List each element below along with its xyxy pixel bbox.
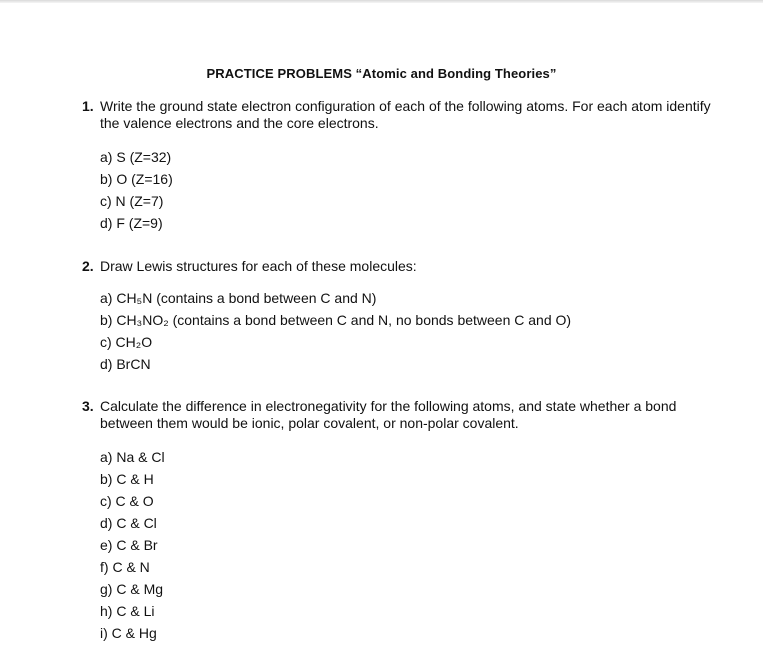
problem-number: 3. — [82, 398, 94, 414]
list-item: f) C & N — [100, 559, 150, 575]
list-item: h) C & Li — [100, 603, 155, 619]
problem-number: 1. — [82, 98, 94, 114]
problem-1 — [82, 98, 722, 132]
list-item: d) F (Z=9) — [100, 215, 163, 231]
list-item: g) C & Mg — [100, 581, 164, 597]
page-title: PRACTICE PROBLEMS “Atomic and Bonding Theories” — [206, 66, 557, 81]
page-top-edge — [0, 0, 763, 3]
list-item: e) C & Br — [100, 537, 158, 553]
list-item: a) S (Z=32) — [100, 149, 172, 165]
problem-text: Draw Lewis structures for each of these molecules: — [100, 258, 417, 274]
problem-number: 2. — [82, 258, 94, 274]
problem-text: Write the ground state electron configuration of each of the following atoms. For each atom identify the valence electrons and the core electrons. — [100, 98, 711, 131]
list-item: c) CH₂O — [100, 334, 153, 350]
list-item: b) C & H — [100, 471, 154, 487]
problem-text: Calculate the difference in electronegativity for the following atoms, and state whether a bond between them would be ionic, polar covalent, or non-polar covalent. — [100, 398, 677, 431]
problem-2-items — [100, 289, 571, 377]
problem-1-items — [100, 148, 173, 236]
list-item: d) BrCN — [100, 356, 151, 372]
list-item: b) CH₃NO₂ (contains a bond between C and N, no bonds between C and O) — [100, 312, 572, 328]
list-item: b) O (Z=16) — [100, 171, 173, 187]
list-item: i) C & Hg — [100, 625, 157, 641]
list-item: a) CH₅N (contains a bond between C and N) — [100, 290, 377, 306]
list-item: c) C & O — [100, 493, 154, 509]
list-item: d) C & Cl — [100, 515, 157, 531]
list-item: a) Na & Cl — [100, 449, 165, 465]
problem-3 — [82, 398, 722, 432]
list-item: c) N (Z=7) — [100, 193, 164, 209]
problem-2 — [82, 258, 722, 275]
problem-3-items — [100, 448, 165, 646]
